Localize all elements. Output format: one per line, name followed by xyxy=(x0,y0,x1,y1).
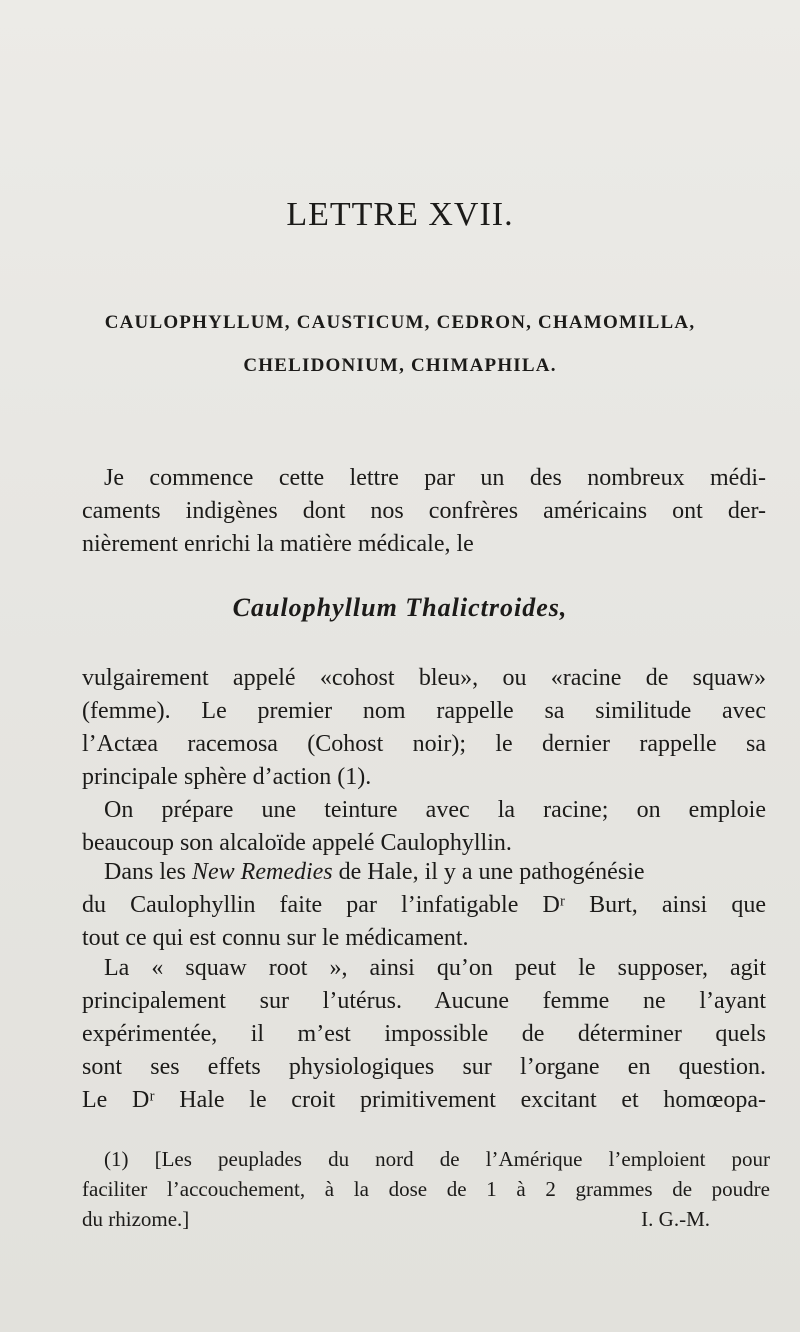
text-line: Je commence cette lettre par un des nombreux médi- xyxy=(104,465,766,491)
text-line: nièrement enrichi la matière médicale, le xyxy=(82,531,474,557)
book-title: New Remedies xyxy=(191,859,333,885)
page-title: LETTRE XVII. xyxy=(286,196,514,233)
subtitle-line-2: CHELIDONIUM, CHIMAPHILA. xyxy=(243,355,557,376)
text-line: tout ce qui est connu sur le médicament. xyxy=(82,925,469,951)
footnote-signature: I. G.-M. xyxy=(641,1207,710,1231)
footnote-text: du rhizome.] xyxy=(82,1207,190,1231)
text-line: l’Actæa racemosa (Cohost noir); le dernier rappelle sa xyxy=(82,731,766,757)
text-line: sont ses effets physiologiques sur l’organe en question. xyxy=(82,1054,766,1080)
text-line: (femme). Le premier nom rappelle sa similitude avec xyxy=(82,698,766,724)
paragraph-1 xyxy=(82,462,766,561)
text-line: vulgairement appelé «cohost bleu», ou «racine de squaw» xyxy=(82,665,766,691)
subtitle-line-1: CAULOPHYLLUM, CAUSTICUM, CEDRON, CHAMOMILLA, xyxy=(104,312,696,333)
text-line: beaucoup son alcaloïde appelé Caulophyllin. xyxy=(82,830,512,856)
text-line: principale sphère d’action (1). xyxy=(82,764,372,790)
footnote-line-last xyxy=(82,1204,770,1234)
footnote xyxy=(82,1144,770,1234)
text-line: La « squaw root », ainsi qu’on peut le supposer, agit xyxy=(104,955,766,981)
bleed-through xyxy=(70,40,770,71)
text-line: caments indigènes dont nos confrères américains ont der- xyxy=(82,498,766,524)
text-line: principalement sur l’utérus. Aucune femme ne l’ayant xyxy=(82,988,766,1014)
text-line: On prépare une teinture avec la racine; on emploie xyxy=(104,797,766,823)
footnote-line: faciliter l’accouchement, à la dose de 1 à 2 grammes de poudre xyxy=(82,1177,770,1201)
text-line: Le Dʳ Hale le croit primitivement excitant et homœopa- xyxy=(82,1087,766,1113)
text-fragment: Dans les xyxy=(104,859,192,885)
plant-name-heading: Caulophyllum Thalictroides, xyxy=(232,593,568,622)
text-line: expérimentée, il m’est impossible de déterminer quels xyxy=(82,1021,766,1047)
text-line: du Caulophyllin faite par l’infatigable Dʳ Burt, ainsi que xyxy=(82,892,766,918)
paragraph-2 xyxy=(82,662,766,794)
text-line xyxy=(82,856,766,889)
paragraph-5 xyxy=(82,952,766,1117)
paragraph-3 xyxy=(82,794,766,860)
paragraph-4 xyxy=(82,856,766,955)
footnote-line: (1) [Les peuplades du nord de l’Amérique l’emploient pour xyxy=(104,1147,770,1171)
text-fragment: de Hale, il y a une pathogénésie xyxy=(332,859,645,885)
